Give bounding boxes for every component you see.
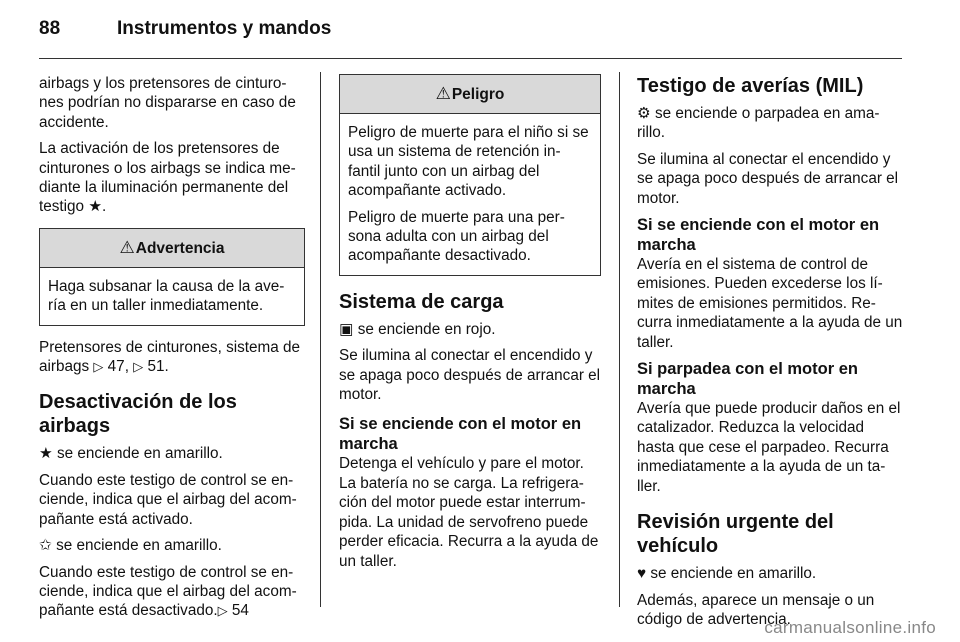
paragraph: airbags y los pretensores de cinturo-nes podrían no dispararse en caso de accidente. bbox=[39, 75, 296, 131]
page-ref-icon: ▷ bbox=[133, 359, 144, 375]
warning-triangle-icon: ⚠ bbox=[435, 84, 451, 103]
section-heading: Revisión urgente del vehículo bbox=[637, 511, 834, 558]
page-ref-icon: ▷ bbox=[93, 359, 104, 375]
warning-box-title: ⚠Advertencia bbox=[40, 229, 304, 268]
paragraph: ✩ se enciende en amarillo. bbox=[39, 537, 222, 555]
page-ref-icon: ▷ bbox=[217, 603, 228, 619]
paragraph: Se ilumina al conectar el encendido y se apaga poco después de arrancar el motor. bbox=[339, 347, 601, 404]
airbag-off-icon: ✩ bbox=[39, 537, 52, 555]
airbag-on-icon: ★ bbox=[39, 445, 53, 463]
battery-icon: ▣ bbox=[339, 320, 354, 338]
page-title: Instrumentos y mandos bbox=[117, 18, 332, 39]
section-heading: Testigo de averías (MIL) bbox=[637, 75, 864, 97]
paragraph: Pretensores de cinturones, sistema de airbags ▷ 47, ▷ 51. bbox=[39, 338, 301, 376]
paragraph: Cuando este testigo de control se en-ciende, indica que el airbag del acom-pañante está activado. bbox=[39, 471, 297, 528]
paragraph: Se ilumina al conectar el encendido y se apaga poco después de arrancar el motor. bbox=[637, 150, 899, 207]
car-service-icon: ♥ bbox=[637, 565, 647, 583]
column-3 bbox=[637, 74, 903, 636]
page-ref: 47 bbox=[107, 358, 125, 376]
paragraph: ⚙ se enciende o parpadea en ama-rillo. bbox=[637, 105, 880, 142]
subsection-heading: Si parpadea con el motor en marcha bbox=[637, 360, 858, 399]
danger-box-text: Peligro de muerte para el niño si se usa un sistema de retención in-fantil junto con un airbag del acompañante activado. bbox=[348, 124, 589, 200]
column-divider-1 bbox=[320, 72, 321, 607]
airbag-icon: ★ bbox=[88, 198, 103, 216]
page-ref: 51 bbox=[147, 358, 165, 376]
watermark: carmanualsonline.info bbox=[764, 618, 936, 637]
danger-box-text: Peligro de muerte para una per-sona adulta con un airbag del acompañante desactivado. bbox=[348, 208, 565, 265]
paragraph: ▣ se enciende en rojo. bbox=[339, 320, 496, 338]
paragraph: ★ se enciende en amarillo. bbox=[39, 445, 223, 463]
header-rule bbox=[39, 58, 902, 59]
warning-triangle-icon: ⚠ bbox=[119, 237, 135, 257]
paragraph: Avería que puede producir daños en el catalizador. Reduzca la velocidad hasta que cese el parpadeo. Recurra inmediatamente a la ayuda de un ta-ller. bbox=[637, 400, 901, 495]
warning-box bbox=[39, 228, 305, 326]
subsection-heading: Si se enciende con el motor en marcha bbox=[339, 415, 582, 454]
page-header bbox=[39, 18, 331, 40]
column-1 bbox=[39, 74, 305, 628]
column-divider-2 bbox=[619, 72, 620, 607]
page-number: 88 bbox=[39, 18, 61, 39]
section-heading: Desactivación de los airbags bbox=[39, 391, 237, 438]
paragraph: Además, aparece un mensaje o un código de advertencia. bbox=[637, 591, 875, 628]
danger-box bbox=[339, 74, 601, 276]
paragraph: Avería en el sistema de control de emisiones. Pueden excederse los lí-mites de emisiones permitidos. Re-curra inmediatamente a la ayuda de un taller. bbox=[637, 256, 903, 351]
engine-icon: ⚙ bbox=[637, 105, 651, 122]
subsection-heading: Si se enciende con el motor en marcha bbox=[637, 216, 880, 255]
paragraph: Cuando este testigo de control se en-ciende, indica que el airbag del acom-pañante está desactivado.▷ 54 bbox=[39, 563, 297, 620]
paragraph: Detenga el vehículo y pare el motor. La batería no se carga. La refrigera-ción del motor puede estar interrum-pida. La unidad de servofreno puede perder eficacia. Recurra a la ayuda de un taller. bbox=[339, 455, 599, 570]
paragraph: La activación de los pretensores de cinturones o los airbags se indica me-diante la iluminación permanente del testigo ★. bbox=[39, 140, 296, 216]
page-ref: 54 bbox=[231, 602, 249, 620]
danger-box-title: ⚠Peligro bbox=[340, 75, 600, 114]
paragraph: ♥ se enciende en amarillo. bbox=[637, 565, 817, 583]
warning-box-text: Haga subsanar la causa de la ave-ría en un taller inmediatamente. bbox=[48, 277, 285, 315]
section-heading: Sistema de carga bbox=[339, 290, 504, 313]
column-2 bbox=[339, 63, 601, 578]
